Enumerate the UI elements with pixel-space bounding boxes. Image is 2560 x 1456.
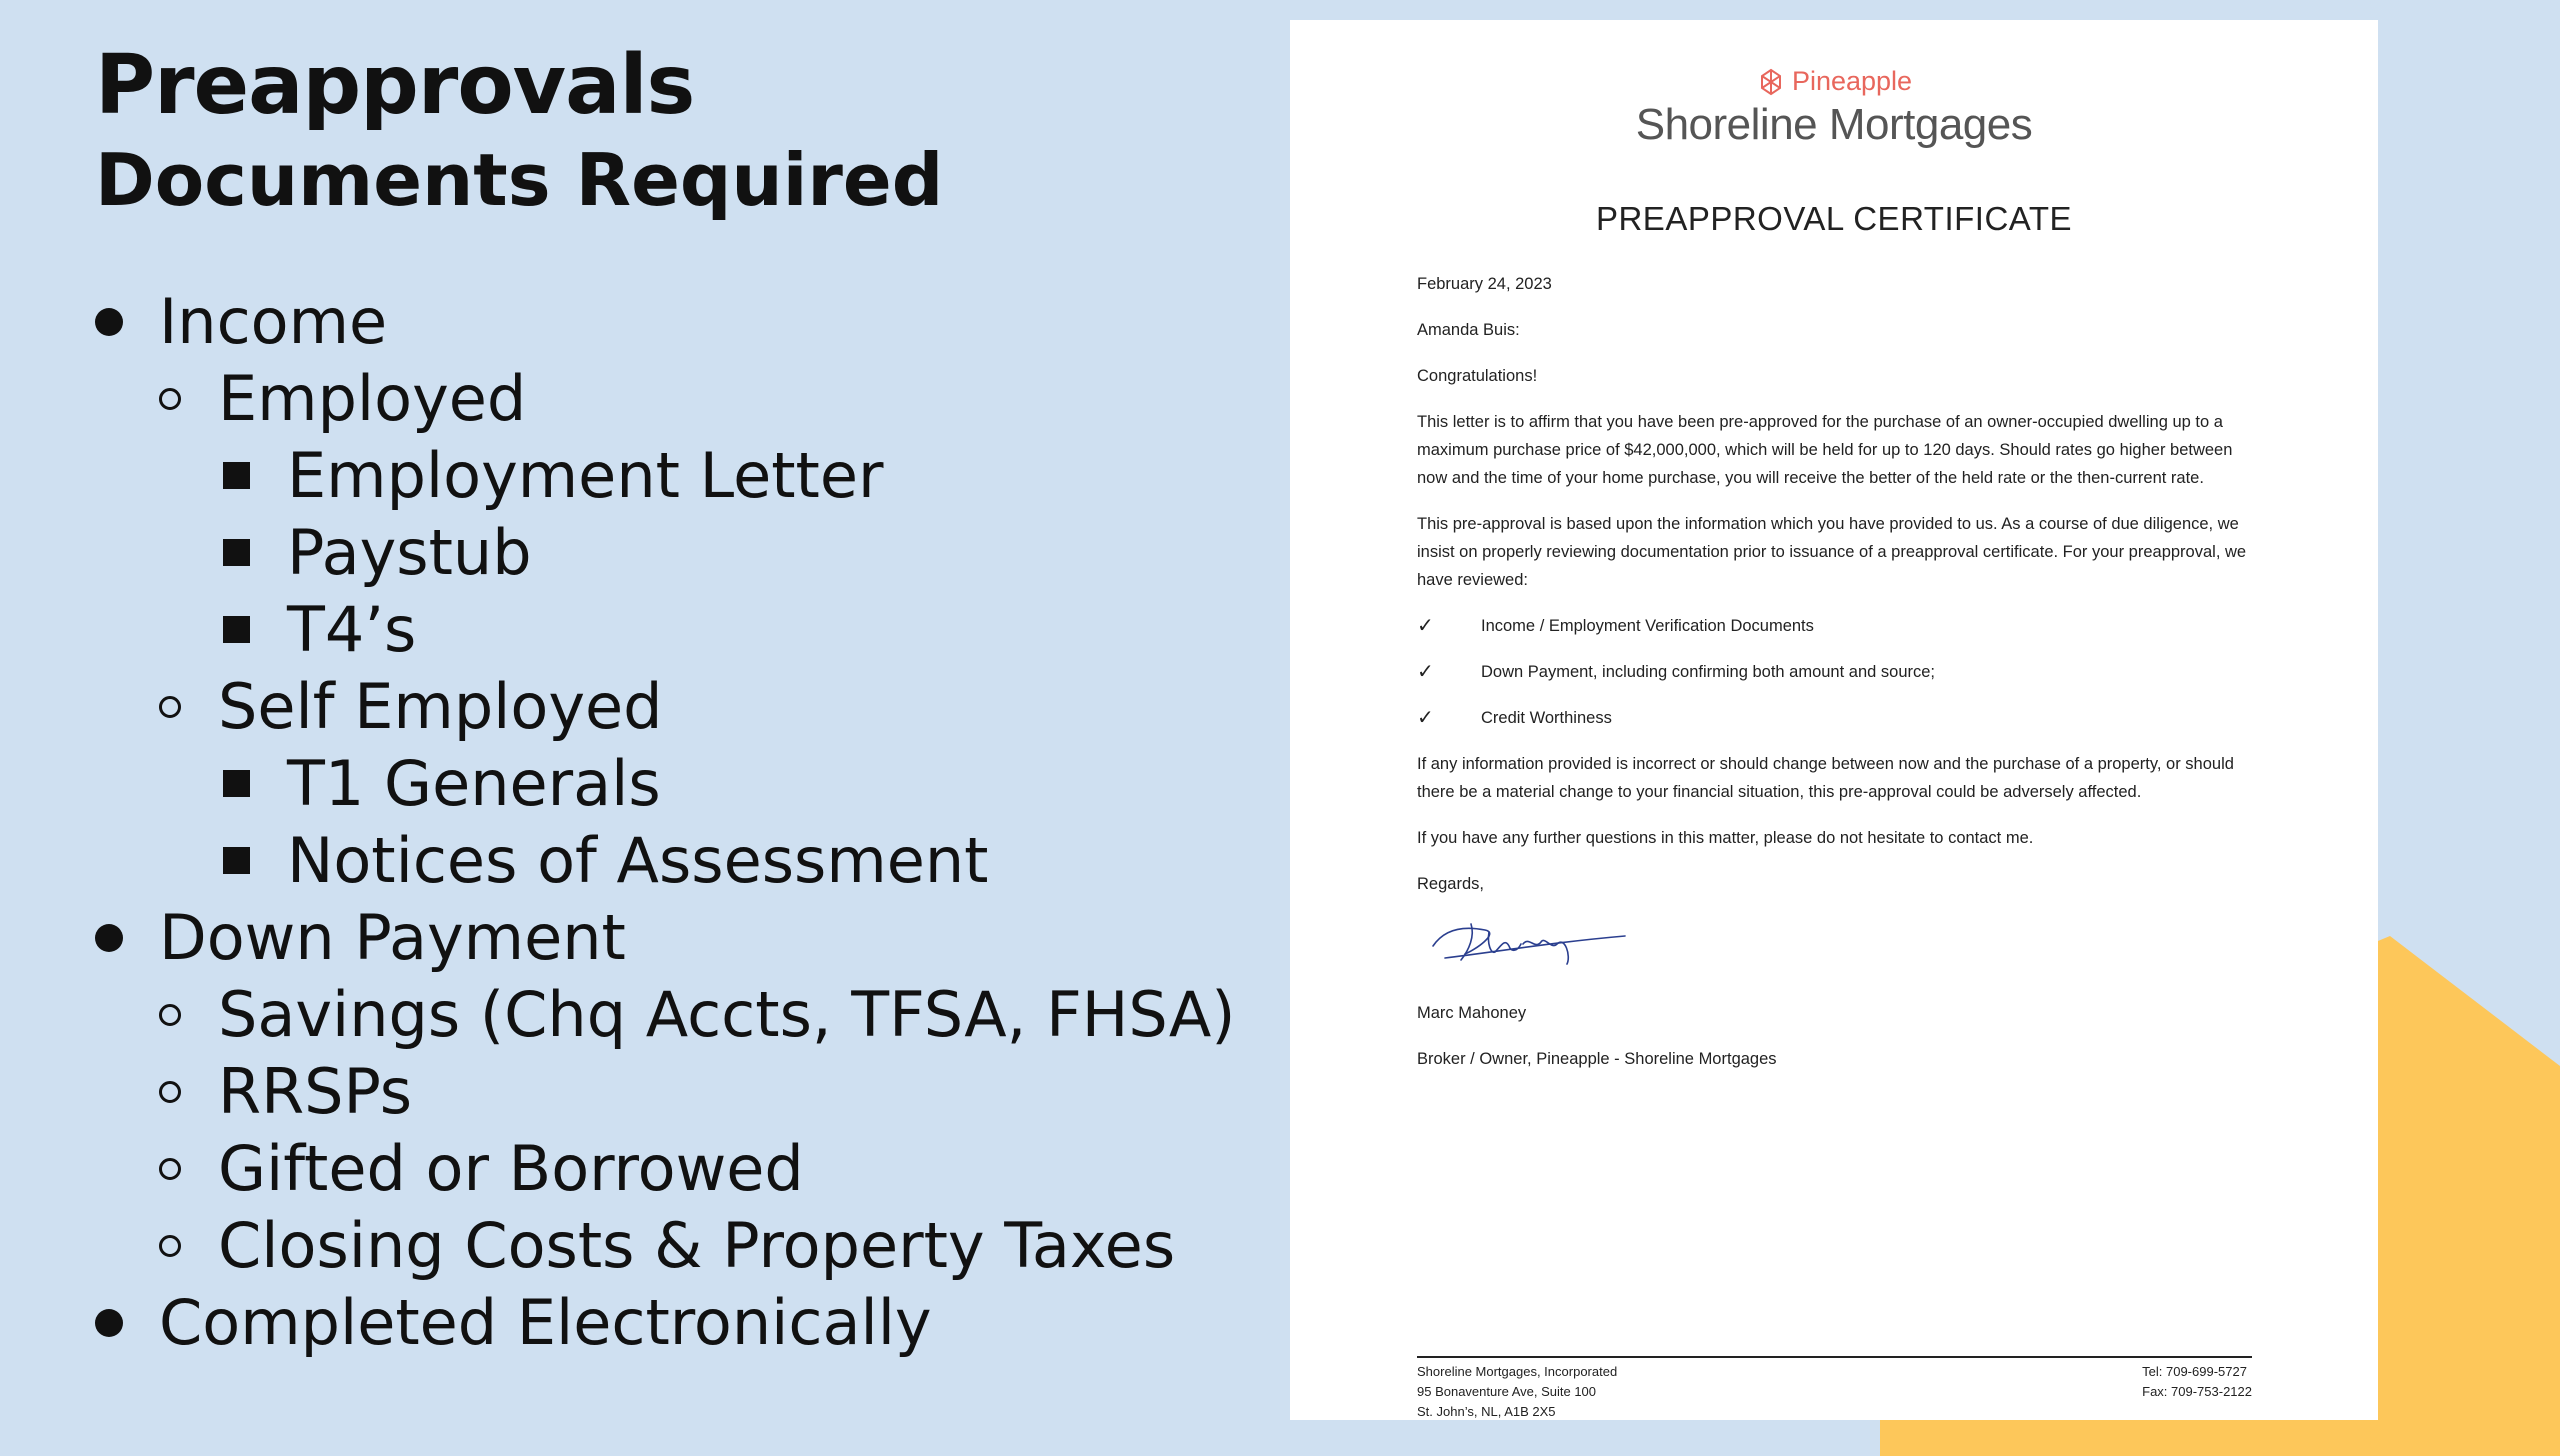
checklist-item (1417, 658, 2252, 686)
list-item (95, 360, 1235, 437)
list-item (95, 591, 1235, 668)
dot-bullet-icon (95, 1309, 123, 1337)
letter-paragraph-3: If any information provided is incorrect or should change between now and the purchase of a property, or should there be a material change to your financial situation, this pre-approval could be adversely affected. (1417, 755, 2234, 801)
ring-bullet-icon (159, 1081, 181, 1103)
list-item (95, 899, 1235, 976)
letter-closing: Regards, (1417, 875, 1484, 893)
checklist-item (1417, 612, 2252, 640)
list-item-label: T1 Generals (287, 747, 661, 820)
certificate-title: PREAPPROVAL CERTIFICATE (1595, 200, 2073, 237)
checklist-item-label: Income / Employment Verification Documents (1481, 617, 1814, 635)
footer-phone: Tel: 709-699-5727 (2142, 1364, 2247, 1379)
footer-address-line-1: 95 Bonaventure Ave, Suite 100 (1417, 1384, 1597, 1399)
list-item (95, 1207, 1235, 1284)
square-bullet-icon (223, 539, 250, 566)
list-item-label: Savings (Chq Accts, TFSA, FHSA) (218, 978, 1236, 1051)
letter-paragraph-1: This letter is to affirm that you have been pre-approved for the purchase of an owner-occupied dwelling up to a maximum purchase price of $42,000,000, which will be held for up to 120 days. Should rates go higher between now and the time of your home purchase, you will receive the better of the held rate or the then-current rate. (1417, 413, 2233, 487)
list-item-label: Closing Costs & Property Taxes (218, 1209, 1176, 1282)
slide-title: Preapprovals (95, 38, 695, 133)
list-item (95, 1130, 1235, 1207)
footer-fax: Fax: 709-753-2122 (2142, 1384, 2252, 1399)
letter-paragraph-2: This pre-approval is based upon the information which you have provided to us. As a course of due diligence, we insist on properly reviewing documentation prior to issuance of a preapproval certificate. For your preapproval, we have reviewed: (1417, 515, 2247, 589)
checklist-item (1417, 704, 2252, 732)
list-item-label: RRSPs (218, 1055, 413, 1128)
slide-subtitle: Documents Required (95, 138, 944, 222)
dot-bullet-icon (95, 308, 123, 336)
square-bullet-icon (223, 462, 250, 489)
letter-paragraph-4: If you have any further questions in this matter, please do not hesitate to contact me. (1417, 829, 2034, 847)
list-item (95, 1284, 1235, 1361)
checklist-item-label: Down Payment, including confirming both amount and source; (1481, 663, 1935, 681)
ring-bullet-icon (159, 696, 181, 718)
check-icon: ✓ (1417, 615, 1434, 637)
documents-list (95, 283, 1235, 1361)
footer-address-line-2: St. John’s, NL, A1B 2X5 (1417, 1404, 1556, 1419)
list-item (95, 976, 1235, 1053)
list-item (95, 514, 1235, 591)
list-item-label: Employment Letter (287, 439, 884, 512)
list-item (95, 822, 1235, 899)
check-icon: ✓ (1417, 707, 1434, 729)
brand-name: Shoreline Mortgages (1635, 100, 2033, 149)
list-item-label: T4’s (287, 593, 417, 666)
list-item (95, 668, 1235, 745)
list-item (95, 283, 1235, 360)
letter-salutation: Amanda Buis: (1417, 321, 1520, 339)
letter-date: February 24, 2023 (1417, 275, 1552, 293)
letter-congratulations: Congratulations! (1417, 367, 1538, 385)
list-item-label: Completed Electronically (159, 1286, 932, 1359)
dot-bullet-icon (95, 924, 123, 952)
list-item (95, 1053, 1235, 1130)
list-item-label: Self Employed (218, 670, 663, 743)
list-item-label: Notices of Assessment (287, 824, 989, 897)
square-bullet-icon (223, 847, 250, 874)
preapproval-certificate (1290, 20, 2378, 1420)
pineapple-logo-icon (1756, 67, 1786, 97)
footer-address (1417, 1362, 1617, 1422)
letter-body (1417, 270, 2252, 1091)
ring-bullet-icon (159, 1235, 181, 1257)
letter-logo (1290, 66, 2378, 97)
square-bullet-icon (223, 616, 250, 643)
list-item-label: Down Payment (159, 901, 626, 974)
list-item (95, 745, 1235, 822)
handwritten-signature (1425, 916, 2252, 981)
ring-bullet-icon (159, 1158, 181, 1180)
check-icon: ✓ (1417, 661, 1434, 683)
list-item-label: Employed (218, 362, 527, 435)
list-item-label: Paystub (287, 516, 532, 589)
letter-footer (1417, 1356, 2252, 1422)
list-item (95, 437, 1235, 514)
signer-name: Marc Mahoney (1417, 1004, 1527, 1022)
list-item-label: Income (159, 285, 388, 358)
checklist-item-label: Credit Worthiness (1481, 709, 1612, 727)
footer-company: Shoreline Mortgages, Incorporated (1417, 1364, 1618, 1379)
square-bullet-icon (223, 770, 250, 797)
signer-title: Broker / Owner, Pineapple - Shoreline Mortgages (1417, 1050, 1777, 1068)
ring-bullet-icon (159, 1004, 181, 1026)
ring-bullet-icon (159, 388, 181, 410)
list-item-label: Gifted or Borrowed (218, 1132, 804, 1205)
footer-contact (2142, 1362, 2252, 1422)
logo-text: Pineapple (1791, 66, 1913, 96)
